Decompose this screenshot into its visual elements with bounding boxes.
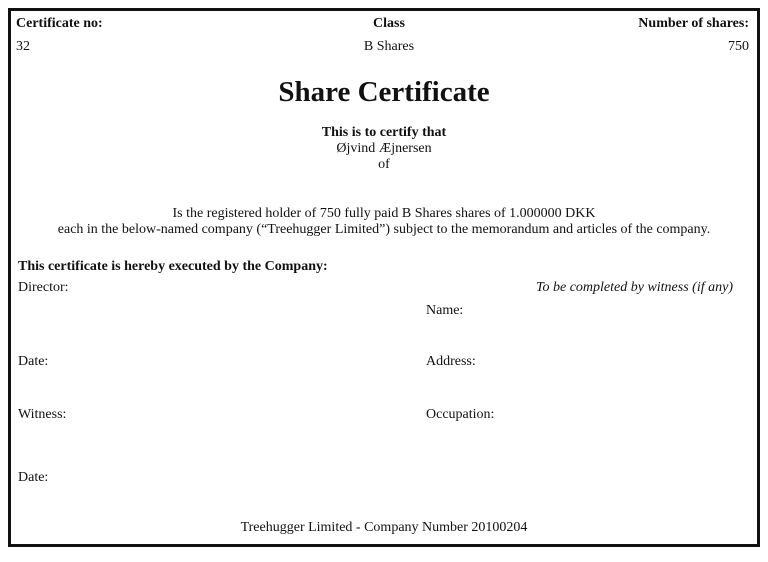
company-footer: Treehugger Limited - Company Number 20100204	[240, 520, 528, 535]
execution-heading: This certificate is hereby executed by the Company:	[18, 259, 328, 274]
occupation-label: Occupation:	[426, 407, 495, 422]
class-value: B Shares	[363, 39, 415, 54]
name-label: Name:	[426, 303, 464, 318]
shares-label: Number of shares:	[638, 16, 749, 31]
class-label: Class	[373, 16, 405, 31]
witness-label: Witness:	[18, 407, 67, 422]
witness-date-label: Date:	[18, 470, 49, 485]
statement-line-1: Is the registered holder of 750 fully paid B Shares shares of 1.000000 DKK	[172, 206, 596, 221]
date-label: Date:	[18, 354, 49, 369]
certificate-no-label: Certificate no:	[16, 16, 103, 31]
director-label: Director:	[18, 280, 69, 295]
certificate-no-value: 32	[16, 39, 30, 54]
holder-name: Øjvind Æjnersen	[336, 141, 432, 156]
witness-note: To be completed by witness (if any)	[535, 280, 733, 295]
share-certificate	[8, 8, 760, 547]
shares-value: 750	[728, 39, 749, 54]
certify-heading: This is to certify that	[321, 125, 447, 140]
address-label: Address:	[426, 354, 476, 369]
statement-line-2: each in the below-named company (“Treehugger Limited”) subject to the memorandum and articles of the company.	[57, 222, 711, 237]
holder-of-label: of	[378, 157, 390, 172]
page-title: Share Certificate	[278, 76, 490, 108]
